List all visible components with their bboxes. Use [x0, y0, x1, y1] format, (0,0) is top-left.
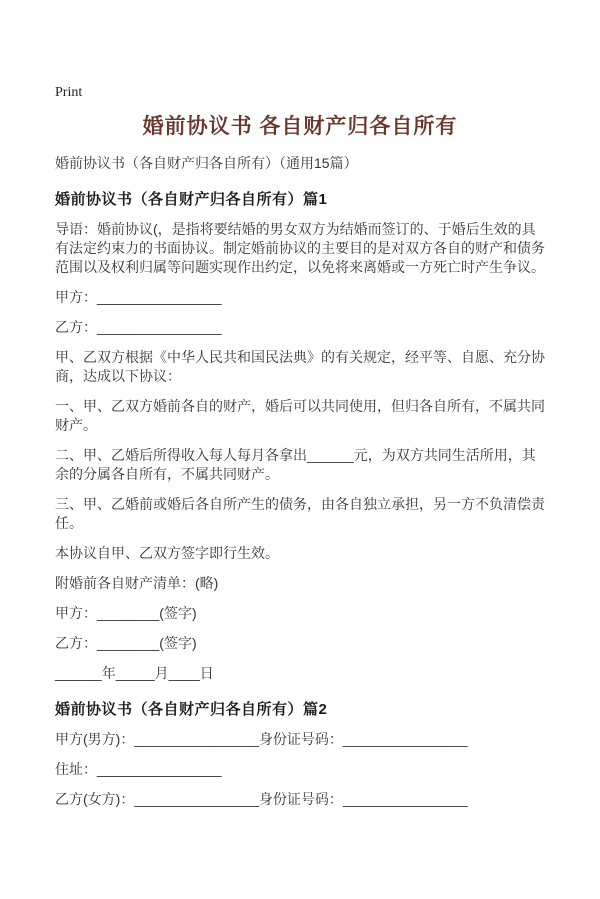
- clause-2: 二、甲、乙婚后所得收入每人每月各拿出______元，为双方共同生活所用，其余的分属各自所有，不属共同财产。: [55, 447, 536, 482]
- section-2-heading: 婚前协议书（各自财产归各自所有）篇2: [55, 701, 328, 718]
- field-address: 住址：________________: [55, 761, 222, 777]
- field-party-a: 甲方：________________: [55, 289, 222, 305]
- document-title: 婚前协议书 各自财产归各自所有: [142, 115, 458, 138]
- signature-party-a: 甲方：________(签字): [55, 605, 197, 621]
- paragraph-legal-basis: 甲、乙双方根据《中华人民共和国民法典》的有关规定，经平等、自愿、充分协商，达成以下协议：: [55, 349, 545, 384]
- section-1-heading: 婚前协议书（各自财产归各自所有）篇1: [55, 191, 328, 208]
- field-party-b-id: 乙方(女方)：________________身份证号码：________________: [55, 791, 468, 807]
- date-line: ______年_____月____日: [55, 665, 214, 681]
- paragraph-effective: 本协议自甲、乙双方签字即行生效。: [55, 545, 279, 561]
- paragraph-attachment: 附婚前各自财产清单：(略): [55, 575, 219, 591]
- signature-party-b: 乙方：________(签字): [55, 635, 197, 651]
- document-subtitle: 婚前协议书（各自财产归各自所有）（通用15篇）: [55, 155, 358, 171]
- field-party-a-id: 甲方(男方)：________________身份证号码：________________: [55, 731, 468, 747]
- clause-3: 三、甲、乙婚前或婚后各自所产生的债务，由各自独立承担，另一方不负清偿责任。: [55, 496, 545, 531]
- print-link[interactable]: Print: [55, 85, 83, 100]
- field-party-b: 乙方：________________: [55, 319, 222, 335]
- paragraph-intro: 导语：婚前协议(，是指将要结婚的男女双方为结婚而签订的、于婚后生效的具有法定约束力的书面协议。制定婚前协议的主要目的是对双方各自的财产和债务范围以及权利归属等问题实现作出约定，以免将来离婚或一方死亡时产生争议。: [55, 221, 545, 275]
- clause-1: 一、甲、乙双方婚前各自的财产，婚后可以共同使用，但归各自所有，不属共同财产。: [55, 398, 545, 433]
